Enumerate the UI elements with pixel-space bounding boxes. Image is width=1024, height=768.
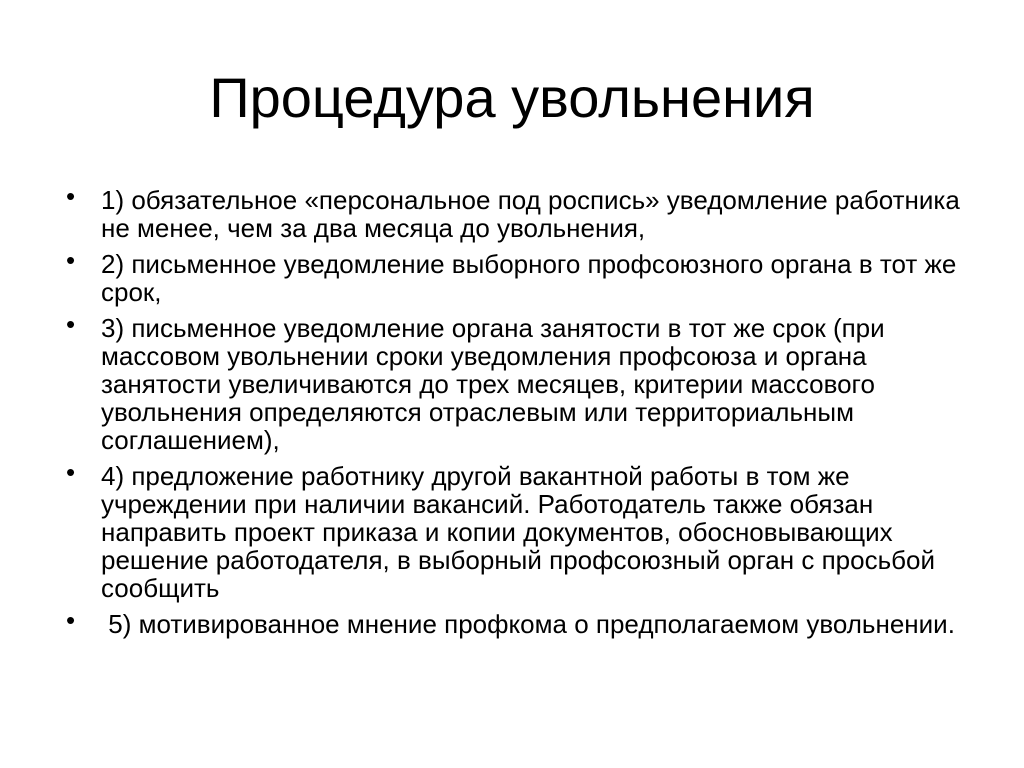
list-item bbox=[66, 181, 966, 243]
slide-title: Процедура увольнения bbox=[209, 66, 815, 129]
list-item bbox=[66, 245, 966, 307]
list-item-text: 2) письменное уведомление выборного профсоюзного органа в тот же срок, bbox=[101, 249, 957, 307]
list-item-text: 5) мотивированное мнение профкома о предполагаемом увольнении. bbox=[101, 609, 955, 639]
bullet-icon: • bbox=[66, 181, 76, 211]
bullet-icon: • bbox=[66, 457, 76, 487]
list-item bbox=[66, 605, 966, 639]
list-item bbox=[66, 309, 966, 455]
bullet-icon: • bbox=[66, 309, 76, 339]
bullet-icon: • bbox=[66, 605, 76, 635]
list-item-text: 4) предложение работнику другой вакантной работы в том же учреждении при наличии вакансий. Работодатель также обязан направить проект приказа и копии документов, обосновывающих решение работодателя, в выборный профсоюзный орган с просьбой сообщить bbox=[101, 461, 935, 603]
list-item-text: 1) обязательное «персональное под роспись» уведомление работника не менее, чем за два месяца до увольнения, bbox=[101, 185, 960, 243]
bullet-icon: • bbox=[66, 245, 76, 275]
list-item bbox=[66, 457, 966, 603]
bullet-list bbox=[66, 181, 966, 646]
list-item-text: 3) письменное уведомление органа занятости в тот же срок (при массовом увольнении сроки уведомления профсоюза и органа занятости увеличиваются до трех месяцев, критерии массового увольнения определяются отраслевым или территориальным соглашением), bbox=[101, 313, 885, 455]
